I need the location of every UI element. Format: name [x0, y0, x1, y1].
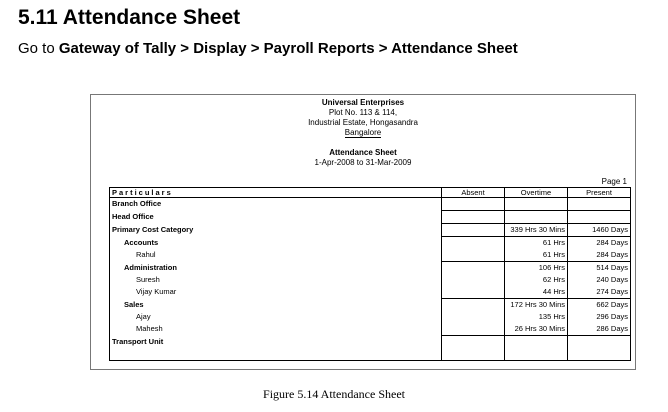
absent-cell [442, 198, 505, 211]
overtime-cell: 135 Hrs [505, 311, 568, 323]
empty-cell [442, 348, 505, 361]
present-cell: 286 Days [568, 323, 631, 336]
absent-cell [442, 336, 505, 349]
present-cell [568, 211, 631, 224]
table-row [110, 336, 631, 349]
table-row [110, 274, 631, 286]
absent-cell [442, 311, 505, 323]
company-address-line-3 [91, 128, 635, 138]
table-row [110, 299, 631, 312]
row-label: Vijay Kumar [110, 286, 442, 299]
overtime-cell [505, 211, 568, 224]
absent-cell [442, 299, 505, 312]
empty-cell [110, 348, 442, 361]
present-cell: 284 Days [568, 237, 631, 250]
column-header-absent: Absent [442, 188, 505, 198]
figure-caption: Figure 5.14 Attendance Sheet [263, 387, 405, 401]
row-label: Transport Unit [110, 336, 442, 349]
row-label: Rahul [110, 249, 442, 262]
table-row [110, 323, 631, 336]
row-label: Administration [110, 262, 442, 275]
table-row [110, 198, 631, 211]
company-address-line-2: Industrial Estate, Hongasandra [308, 118, 418, 127]
present-cell: 662 Days [568, 299, 631, 312]
row-label: Accounts [110, 237, 442, 250]
column-header-overtime: Overtime [505, 188, 568, 198]
attendance-sheet-report [90, 94, 636, 370]
absent-cell [442, 274, 505, 286]
company-address-line-1: Plot No. 113 & 114, [328, 108, 398, 117]
attendance-table [109, 187, 631, 361]
absent-cell [442, 262, 505, 275]
overtime-cell: 26 Hrs 30 Mins [505, 323, 568, 336]
overtime-cell [505, 198, 568, 211]
row-label: Mahesh [110, 323, 442, 336]
overtime-cell: 61 Hrs [505, 237, 568, 250]
column-header-particulars: Particulars [110, 188, 442, 198]
company-name: Universal Enterprises [321, 98, 405, 107]
overtime-cell: 339 Hrs 30 Mins [505, 224, 568, 237]
page-number: Page 1 [601, 177, 627, 186]
present-cell: 240 Days [568, 274, 631, 286]
row-label: Ajay [110, 311, 442, 323]
overtime-cell: 61 Hrs [505, 249, 568, 262]
company-city: Bangalore [344, 128, 382, 137]
empty-cell [505, 348, 568, 361]
table-row [110, 249, 631, 262]
overtime-cell: 172 Hrs 30 Mins [505, 299, 568, 312]
absent-cell [442, 211, 505, 224]
table-row [110, 237, 631, 250]
section-title: 5.11 Attendance Sheet [18, 6, 241, 29]
nav-path: Gateway of Tally > Display > Payroll Reports > Attendance Sheet [58, 40, 518, 57]
table-row [110, 286, 631, 299]
row-label: Head Office [110, 211, 442, 224]
present-cell [568, 198, 631, 211]
overtime-cell [505, 336, 568, 349]
row-label: Primary Cost Category [110, 224, 442, 237]
table-row [110, 224, 631, 237]
present-cell: 284 Days [568, 249, 631, 262]
table-header-row [110, 188, 631, 198]
overtime-cell: 62 Hrs [505, 274, 568, 286]
absent-cell [442, 249, 505, 262]
table-row [110, 262, 631, 275]
column-header-present: Present [568, 188, 631, 198]
row-label: Sales [110, 299, 442, 312]
absent-cell [442, 237, 505, 250]
table-row [110, 211, 631, 224]
report-title: Attendance Sheet [329, 148, 397, 157]
report-period: 1-Apr-2008 to 31-Mar-2009 [314, 158, 412, 167]
empty-cell [568, 348, 631, 361]
present-cell: 1460 Days [568, 224, 631, 237]
row-label: Suresh [110, 274, 442, 286]
present-cell: 514 Days [568, 262, 631, 275]
table-row [110, 311, 631, 323]
present-cell [568, 336, 631, 349]
absent-cell [442, 224, 505, 237]
overtime-cell: 106 Hrs [505, 262, 568, 275]
present-cell: 296 Days [568, 311, 631, 323]
present-cell: 274 Days [568, 286, 631, 299]
row-label: Branch Office [110, 198, 442, 211]
nav-prefix: Go to [18, 40, 55, 57]
navigation-instruction [18, 40, 518, 57]
table-row [110, 348, 631, 361]
absent-cell [442, 323, 505, 336]
overtime-cell: 44 Hrs [505, 286, 568, 299]
absent-cell [442, 286, 505, 299]
